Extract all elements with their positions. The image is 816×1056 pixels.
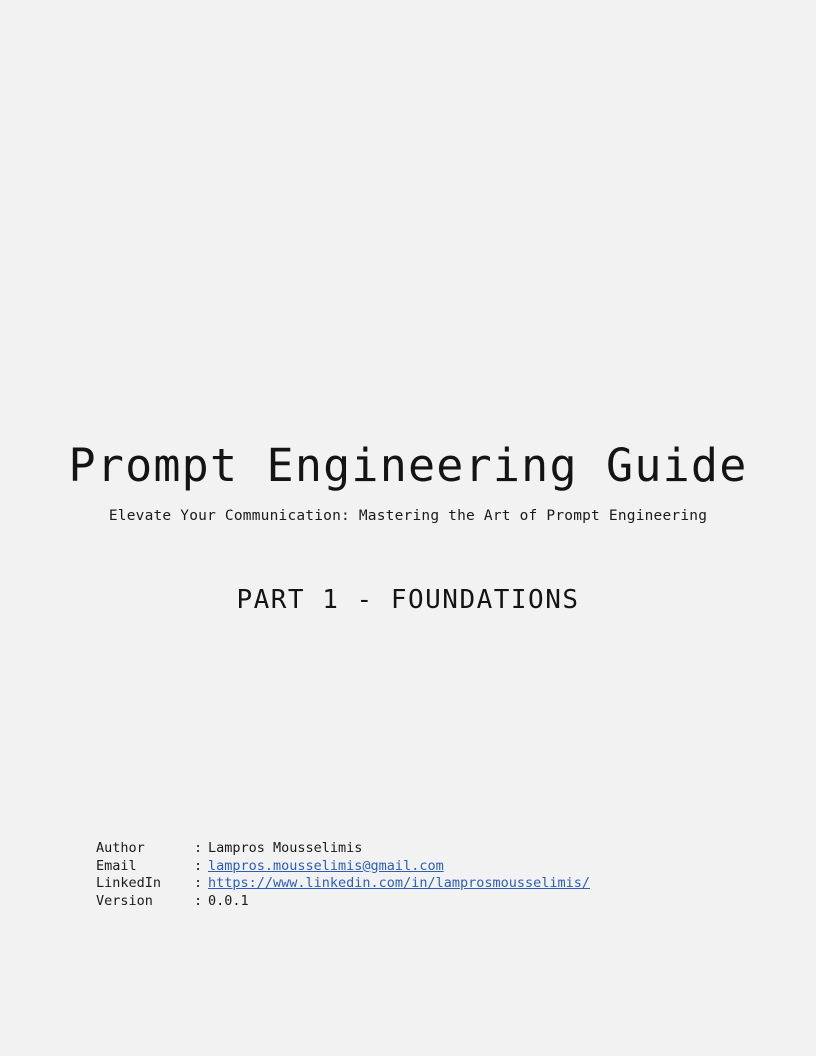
email-link[interactable]: lampros.mousselimis@gmail.com [208,857,444,874]
part-label: PART 1 - FOUNDATIONS [236,585,580,615]
metadata-separator: : [194,857,203,874]
metadata-row-author [96,840,590,858]
part-block [0,585,816,615]
metadata-key-linkedin: LinkedIn [96,875,162,891]
metadata-row-email [96,858,590,876]
metadata-row-version [96,893,590,911]
metadata-separator: : [194,892,203,909]
metadata-value-version: 0.0.1 [208,892,249,909]
metadata-value-author: Lampros Mousselimis [208,840,363,856]
metadata-separator: : [194,840,203,856]
page-subtitle: Elevate Your Communication: Mastering the Art of Prompt Engineering [108,507,708,524]
metadata-separator: : [194,875,203,891]
linkedin-link[interactable]: https://www.linkedin.com/in/lamprosmousselimis/ [208,875,591,891]
page-title: Prompt Engineering Guide [68,439,748,492]
metadata-key-email: Email [96,857,137,874]
metadata-row-linkedin [96,875,590,893]
metadata-key-author: Author [96,840,145,856]
title-block [0,440,816,524]
metadata-block [96,840,590,910]
metadata-key-version: Version [96,892,153,909]
